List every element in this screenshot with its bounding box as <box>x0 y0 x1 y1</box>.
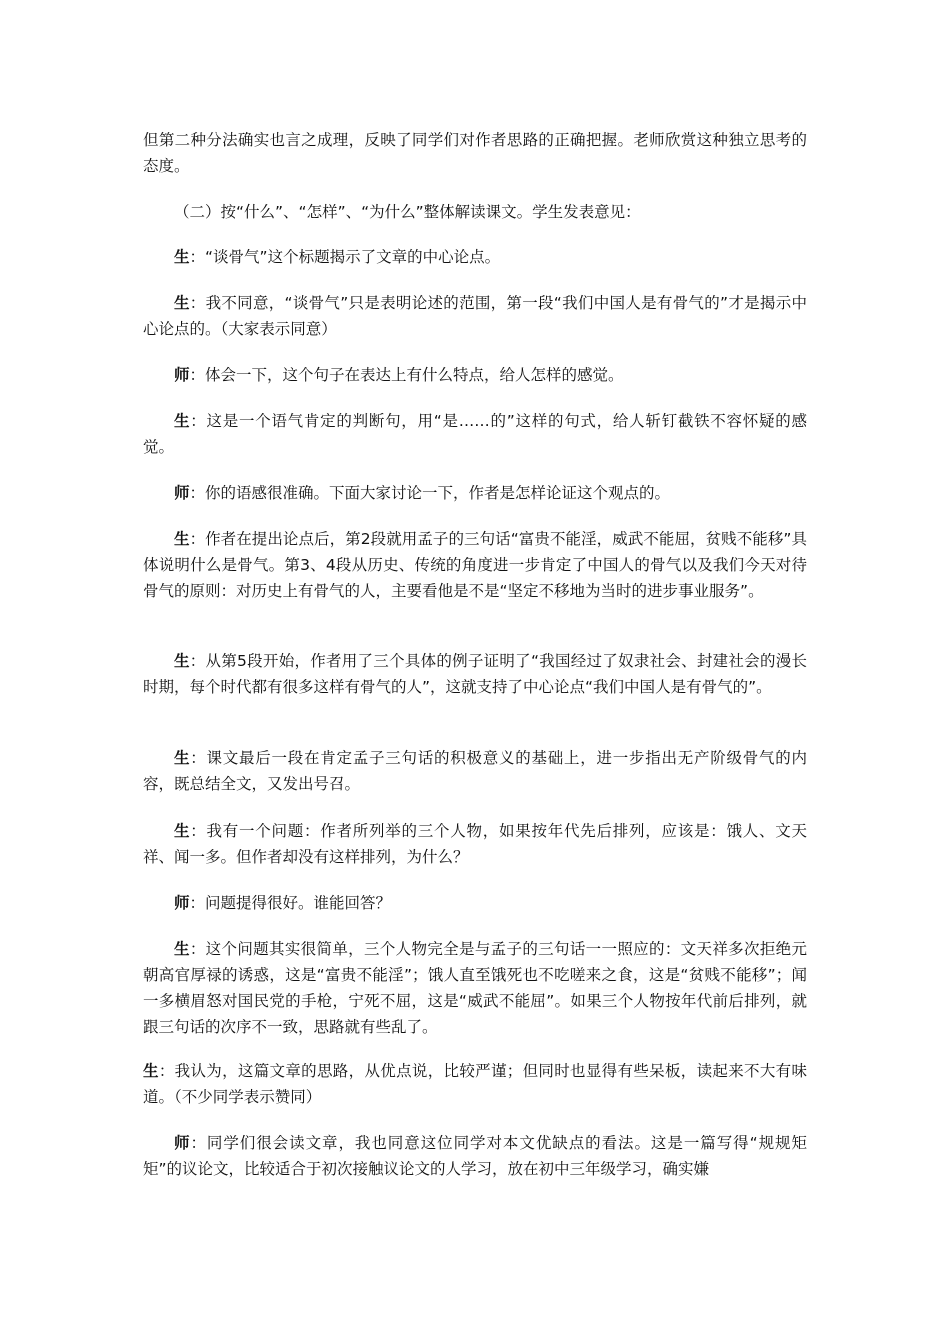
speaker-label: 生 <box>174 248 190 266</box>
paragraph-7 <box>143 480 807 506</box>
speaker-label: 生 <box>174 940 190 958</box>
paragraph-text: ：作者在提出论点后，第2段就用孟子的三句话“富贵不能淫，威武不能屈，贫贱不能移”具体说明什么是骨气。第3、4段从历史、传统的角度进一步肯定了中国人的骨气以及我们今天对待骨气的原则：对历史上有骨气的人，主要看他是不是“坚定不移地为当时的进步事业服务”。 <box>143 530 807 600</box>
paragraph-13 <box>143 936 807 1040</box>
paragraph-1 <box>143 127 807 179</box>
paragraph-3 <box>143 244 807 270</box>
paragraph-5 <box>143 362 807 388</box>
paragraph-9 <box>143 648 807 700</box>
paragraph-text: 但第二种分法确实也言之成理，反映了同学们对作者思路的正确把握。老师欣赏这种独立思考的态度。 <box>143 131 807 175</box>
paragraph-14 <box>143 1058 807 1110</box>
paragraph-text: ：这个问题其实很简单，三个人物完全是与孟子的三句话一一照应的：文天祥多次拒绝元朝高官厚禄的诱惑，这是“富贵不能淫”；饿人直至饿死也不吃嗟来之食，这是“贫贱不能移”；闻一多横眉怒对国民党的手枪，宁死不屈，这是“威武不能屈”。如果三个人物按年代前后排列，就跟三句话的次序不一致，思路就有些乱了。 <box>143 940 807 1036</box>
paragraph-8 <box>143 526 807 604</box>
speaker-label: 师 <box>174 894 190 912</box>
paragraph-10 <box>143 745 807 797</box>
paragraph-text: ：我不同意，“谈骨气”只是表明论述的范围，第一段“我们中国人是有骨气的”才是揭示中心论点的。（大家表示同意） <box>143 294 807 338</box>
paragraph-4 <box>143 290 807 342</box>
paragraph-6 <box>143 408 807 460</box>
speaker-label: 师 <box>174 1134 191 1152</box>
paragraph-text: ：这是一个语气肯定的判断句，用“是……的”这样的句式，给人斩钉截铁不容怀疑的感觉。 <box>143 412 807 456</box>
paragraph-text: （二）按“什么”、“怎样”、“为什么”整体解读课文。学生发表意见： <box>174 203 641 221</box>
paragraph-12 <box>143 890 807 916</box>
speaker-label: 生 <box>174 749 191 767</box>
speaker-label: 生 <box>143 1062 159 1080</box>
paragraph-text: ：我认为，这篇文章的思路，从优点说，比较严谨；但同时也显得有些呆板，读起来不大有味道。（不少同学表示赞同） <box>143 1062 807 1106</box>
speaker-label: 生 <box>174 530 190 548</box>
paragraph-text: ：“谈骨气”这个标题揭示了文章的中心论点。 <box>189 248 501 266</box>
paragraph-text: ：你的语感很准确。下面大家讨论一下，作者是怎样论证这个观点的。 <box>189 484 671 502</box>
paragraph-2 <box>143 199 807 225</box>
paragraph-text: ：问题提得很好。谁能回答？ <box>189 894 392 912</box>
speaker-label: 师 <box>174 366 190 384</box>
paragraph-text: ：体会一下，这个句子在表达上有什么特点，给人怎样的感觉。 <box>189 366 624 384</box>
paragraph-11 <box>143 818 807 870</box>
paragraph-text: ：同学们很会读文章，我也同意这位同学对本文优缺点的看法。这是一篇写得“规规矩矩”的议论文，比较适合于初次接触议论文的人学习，放在初中三年级学习，确实嫌 <box>143 1134 807 1178</box>
speaker-label: 生 <box>174 652 190 670</box>
paragraph-text: ：从第5段开始，作者用了三个具体的例子证明了“我国经过了奴隶社会、封建社会的漫长时期，每个时代都有很多这样有骨气的人”，这就支持了中心论点“我们中国人是有骨气的”。 <box>143 652 807 696</box>
paragraph-text: ：课文最后一段在肯定孟子三句话的积极意义的基础上，进一步指出无产阶级骨气的内容，既总结全文，又发出号召。 <box>143 749 807 793</box>
paragraph-15 <box>143 1130 807 1182</box>
speaker-label: 生 <box>174 412 191 430</box>
paragraph-text: ：我有一个问题：作者所列举的三个人物，如果按年代先后排列，应该是：饿人、文天祥、闻一多。但作者却没有这样排列，为什么？ <box>143 822 807 866</box>
speaker-label: 生 <box>174 822 191 840</box>
speaker-label: 生 <box>174 294 190 312</box>
speaker-label: 师 <box>174 484 190 502</box>
